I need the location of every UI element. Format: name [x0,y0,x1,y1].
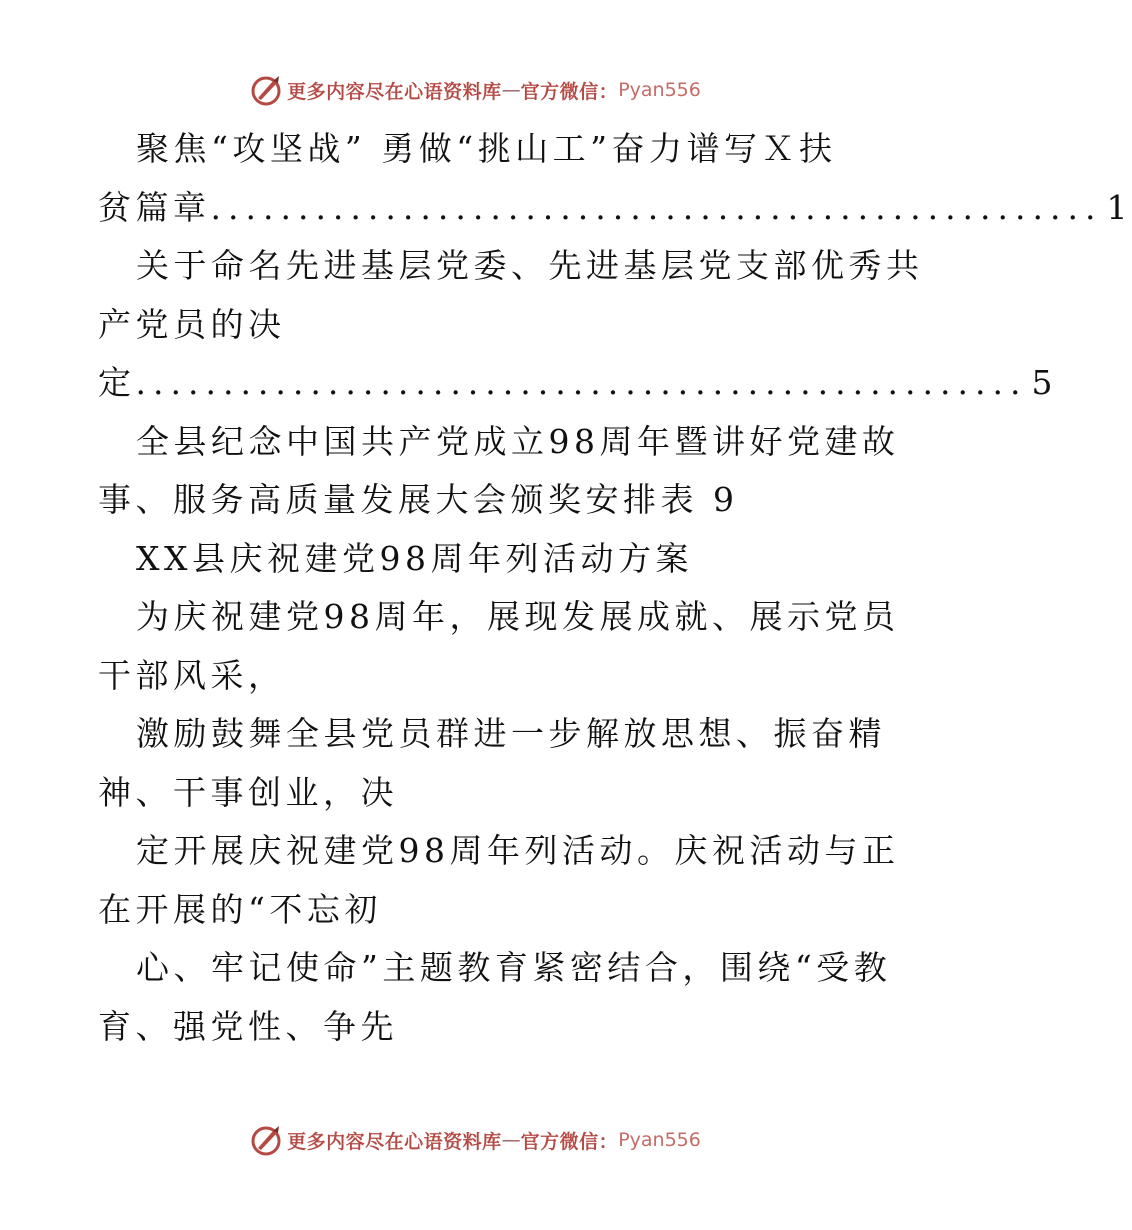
footer-watermark [0,1120,950,1160]
paragraph-line: 神、干事创业，决 [98,772,398,812]
toc-entry-2-line-1: 关于命名先进基层党委、先进基层党支部优秀共 [136,246,924,285]
paragraph-line: 育、强党性、争先 [98,1006,398,1046]
paragraph-line: 在开展的“不忘初 [98,889,382,929]
toc-entry-3-line-2: 事、服务高质量发展大会颁奖安排表 9 [98,480,739,519]
paragraph-line: 激励鼓舞全县党员群进一步解放思想、振奋精 [136,714,886,753]
paragraph-line: 心、牢记使命”主题教育紧密结合，围绕“受教 [136,948,892,987]
section-title: XX县庆祝建党98周年列活动方案 [136,538,693,578]
watermark-library-text: 更多内容尽在心语资料库 [287,1130,502,1153]
watermark-library-text: 更多内容尽在心语资料库 [287,80,502,103]
toc-entry-2-line-3 [98,354,1057,413]
toc-entry-3-line-1: 全县纪念中国共产党成立98周年暨讲好党建故 [136,421,900,461]
toc-leader-dots: ................................................... [210,187,1103,227]
paragraph-line: 为庆祝建党98周年，展现发展成就、展示党员 [136,597,900,636]
paragraph-line: 定开展庆祝建党98周年列活动。庆祝活动与正 [136,831,900,870]
toc-page-number: 1 [1106,187,1132,227]
quill-pen-logo-icon [249,1123,283,1157]
header-watermark [0,70,950,110]
toc-entry-2-line-2: 产党员的决 [98,304,286,344]
watermark-wechat-id: Pyan556 [618,79,701,101]
watermark-wechat-label: 官方微信： [520,80,619,103]
toc-leader-dots: ................................................... [135,363,1028,402]
watermark-dash: — [501,79,521,101]
toc-entry-1-line-1: 聚焦“攻坚战” 勇做“挑山工”奋力谱写Ｘ扶 [136,129,837,168]
toc-entry-1-title-end: 贫篇章 [98,187,211,227]
document-body [98,120,1132,1056]
watermark-wechat-id: Pyan556 [618,1129,701,1151]
quill-pen-logo-icon [249,73,283,107]
watermark-dash: — [501,1129,521,1151]
toc-page-number: 5 [1031,363,1057,402]
watermark-wechat-label: 官方微信： [520,1130,619,1153]
paragraph-line: 干部风采， [98,655,286,695]
toc-entry-1-line-2 [98,179,1132,238]
toc-entry-2-title-end: 定 [98,363,136,402]
